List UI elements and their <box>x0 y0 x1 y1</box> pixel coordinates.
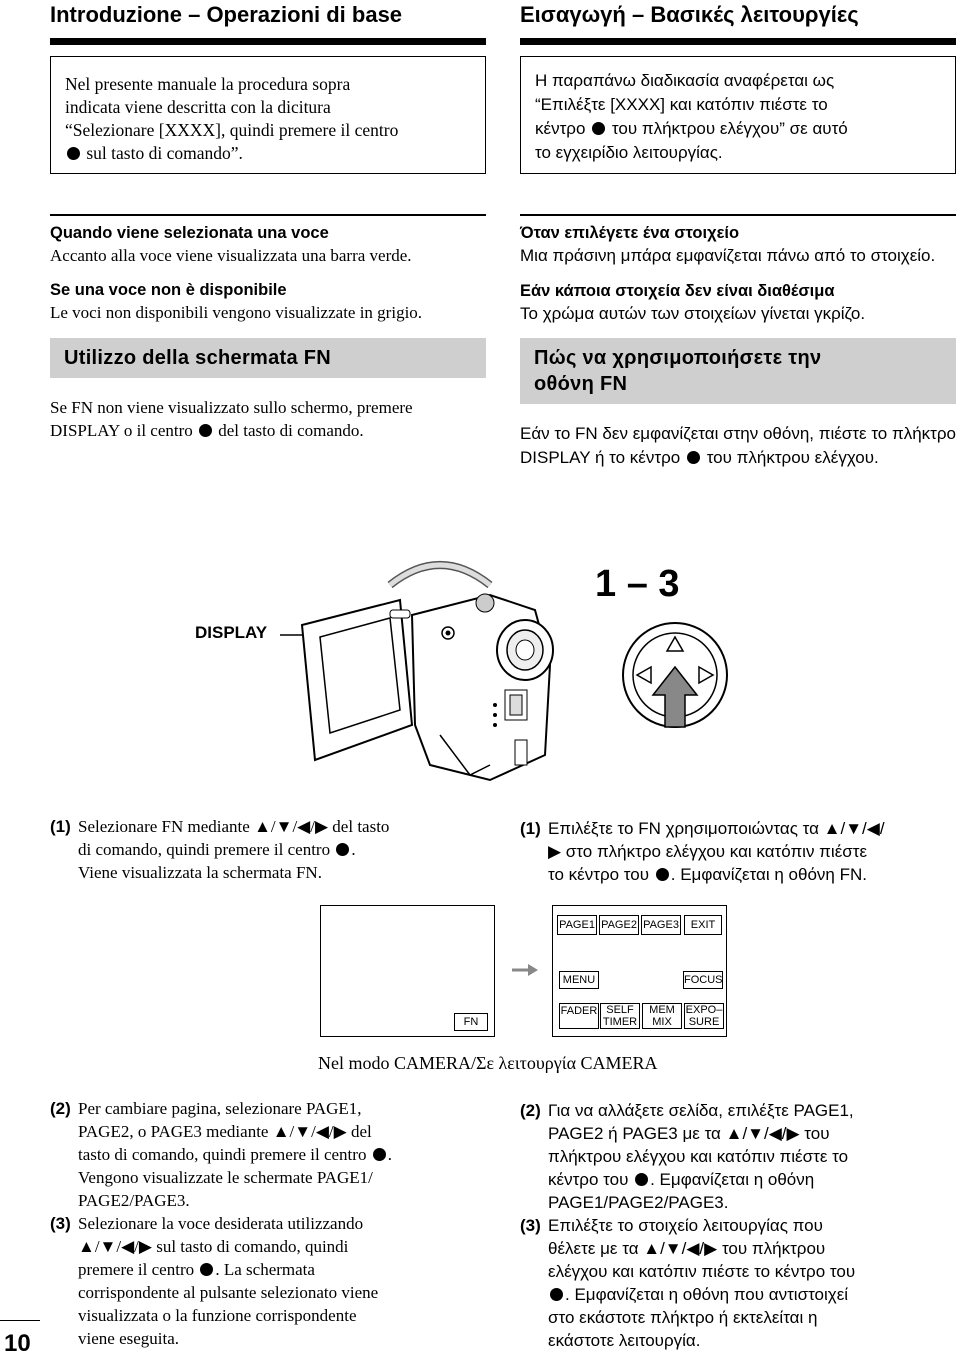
note-box-italian <box>50 56 486 174</box>
step-line: PAGE1/PAGE2/PAGE3. <box>548 1193 729 1212</box>
step-line: ελέγχου και κατόπιν πιέστε το κέντρο του <box>548 1262 856 1281</box>
center-button-icon <box>550 1288 563 1301</box>
step-line: πλήκτρου ελέγχου και κατόπιν πιέστε το <box>548 1147 849 1166</box>
heading-selected-item: Quando viene selezionata una voce <box>50 224 329 242</box>
step-line: ▶ στο πλήκτρο ελέγχου και κατόπιν πιέστε <box>548 842 868 861</box>
control-button-icon <box>615 615 745 745</box>
camera-screen <box>320 905 495 1037</box>
section-heading-fn: Πώς να χρησιμοποιήσετε την οθόνη FN <box>520 338 956 404</box>
step-line: corrispondente al pulsante selezionato viene <box>78 1283 379 1302</box>
note-line: το εγχειρίδιο λειτουργίας. <box>535 143 723 162</box>
page-title-italian: Introduzione – Operazioni di base <box>50 2 403 27</box>
paragraph-selected-item: Accanto alla voce viene visualizzata una barra verde. <box>50 246 412 265</box>
step-range-label: 1 – 3 <box>595 563 680 605</box>
note-line: sul tasto di comando”. <box>65 142 471 165</box>
paragraph-selected-item: Μια πράσινη μπάρα εμφανίζεται πάνω από το στοιχείο. <box>520 246 936 265</box>
section-rule <box>520 214 956 216</box>
tab-page1[interactable]: PAGE1 <box>557 915 597 935</box>
figure-caption: Nel modo CAMERA/Σε λειτουργία CAMERA <box>318 1053 658 1073</box>
step-line: Επιλέξτε το FN χρησιμοποιώντας τα ▲/▼/◀/ <box>548 819 885 838</box>
title-rule <box>520 38 956 45</box>
note-line: κέντρο του πλήκτρου ελέγχου” σε αυτό <box>535 119 848 138</box>
paragraph-unavailable-item: Le voci non disponibili vengono visualizzate in grigio. <box>50 303 423 322</box>
note-box-greek <box>520 56 956 174</box>
note-line: Nel presente manuale la procedura sopra <box>65 74 351 94</box>
arrow-right-icon <box>510 963 540 977</box>
note-line: “Selezionare [XXXX], quindi premere il centro <box>65 120 399 140</box>
paragraph-fn: Se FN non viene visualizzato sullo schermo, premere DISPLAY o il centro del tasto di comando. <box>50 398 413 440</box>
left-body <box>50 222 486 454</box>
center-button-icon <box>200 1263 213 1276</box>
step-line: tasto di comando, quindi premere il centro . <box>78 1145 392 1164</box>
note-line: Η παραπάνω διαδικασία αναφέρεται ως <box>535 71 835 90</box>
step-line: premere il centro . La schermata <box>78 1260 315 1279</box>
center-button-icon <box>336 843 349 856</box>
step-number: (2) <box>50 1099 71 1118</box>
fader-button[interactable]: FADER <box>559 1003 599 1029</box>
center-button-icon <box>373 1148 386 1161</box>
step-line: di comando, quindi premere il centro . <box>78 840 356 859</box>
step-line: viene eseguita. <box>78 1329 180 1348</box>
camera-figure <box>190 555 710 795</box>
step-line: PAGE2 ή PAGE3 με τα ▲/▼/◀/▶ του <box>548 1124 830 1143</box>
tab-page2[interactable]: PAGE2 <box>599 915 639 935</box>
section-rule <box>50 214 486 216</box>
step-line: visualizzata o la funzione corrispondente <box>78 1306 357 1325</box>
step-line: Per cambiare pagina, selezionare PAGE1, <box>78 1099 362 1118</box>
mem-mix-button[interactable]: MEM MIX <box>642 1003 682 1029</box>
step-number: (3) <box>520 1216 541 1235</box>
center-button-icon <box>635 1173 648 1186</box>
center-button-icon <box>687 451 700 464</box>
step-line: . Εμφανίζεται η οθόνη που αντιστοιχεί <box>548 1283 855 1306</box>
center-button-icon <box>199 424 212 437</box>
step-1-greek <box>520 817 956 886</box>
step-line: Selezionare la voce desiderata utilizzando <box>78 1214 364 1233</box>
step-line: Vengono visualizzate le schermate PAGE1/ <box>78 1168 373 1187</box>
display-label: DISPLAY <box>195 623 268 642</box>
step-line: κέντρο του . Εμφανίζεται η οθόνη <box>548 1170 815 1189</box>
page-number: 10 <box>4 1330 31 1357</box>
focus-button[interactable]: FOCUS <box>683 971 723 989</box>
step-line: στο εκάστοτε πλήκτρο ή εκτελείται η <box>548 1308 818 1327</box>
center-button-icon <box>67 147 80 160</box>
step-number: (1) <box>520 819 541 838</box>
step-number: (3) <box>50 1214 71 1233</box>
step-line: εκάστοτε λειτουργία. <box>548 1331 701 1350</box>
step-line: ▲/▼/◀/▶ sul tasto di comando, quindi <box>78 1237 349 1256</box>
heading-selected-item: Όταν επιλέγετε ένα στοιχείο <box>520 224 740 242</box>
step-line: το κέντρο του . Εμφανίζεται η οθόνη FN. <box>548 865 867 884</box>
step-line: PAGE2, o PAGE3 mediante ▲/▼/◀/▶ del <box>78 1122 372 1141</box>
page-title-greek: Εισαγωγή – Βασικές λειτουργίες <box>520 2 859 27</box>
exposure-button[interactable]: EXPO– SURE <box>685 1004 723 1028</box>
note-line: indicata viene descritta con la dicitura <box>65 97 331 117</box>
step-number: (2) <box>520 1101 541 1120</box>
right-body <box>520 222 956 482</box>
tab-page3[interactable]: PAGE3 <box>641 915 681 935</box>
steps-2-3-italian <box>50 1097 486 1350</box>
heading-unavailable-item: Εάν κάποια στοιχεία δεν είναι διαθέσιμα <box>520 282 835 300</box>
self-timer-button[interactable]: SELF TIMER <box>600 1003 640 1029</box>
step-line: θέλετε με τα ▲/▼/◀/▶ του πλήκτρου <box>548 1239 826 1258</box>
step-line: Viene visualizzata la schermata FN. <box>78 863 322 882</box>
title-rule <box>50 38 486 45</box>
step-line: Για να αλλάξετε σελίδα, επιλέξτε PAGE1, <box>548 1101 854 1120</box>
step-line: PAGE2/PAGE3. <box>78 1191 190 1210</box>
menu-button[interactable]: MENU <box>559 971 599 989</box>
paragraph-fn: Εάν το FN δεν εμφανίζεται στην οθόνη, πιέστε το πλήκτρο DISPLAY ή το κέντρο του πλήκτρου ελέγχου. <box>520 424 956 467</box>
steps-2-3-greek <box>520 1099 956 1352</box>
fn-screen <box>552 905 727 1037</box>
step-number: (1) <box>50 817 71 836</box>
step-line: Selezionare FN mediante ▲/▼/◀/▶ del tasto <box>78 817 390 836</box>
fn-button[interactable]: FN <box>454 1013 488 1031</box>
center-button-icon <box>656 868 669 881</box>
step-1-italian <box>50 815 486 884</box>
paragraph-unavailable-item: Το χρώμα αυτών των στοιχείων γίνεται γκρίζο. <box>520 304 866 323</box>
note-line: “Επιλέξτε [XXXX] και κατόπιν πιέστε το <box>535 95 828 114</box>
section-heading-fn: Utilizzo della schermata FN <box>50 338 486 378</box>
heading-unavailable-item: Se una voce non è disponibile <box>50 281 287 299</box>
center-button-icon <box>592 122 605 135</box>
step-line: Επιλέξτε το στοιχείο λειτουργίας που <box>548 1216 823 1235</box>
exit-button[interactable]: EXIT <box>684 915 722 935</box>
